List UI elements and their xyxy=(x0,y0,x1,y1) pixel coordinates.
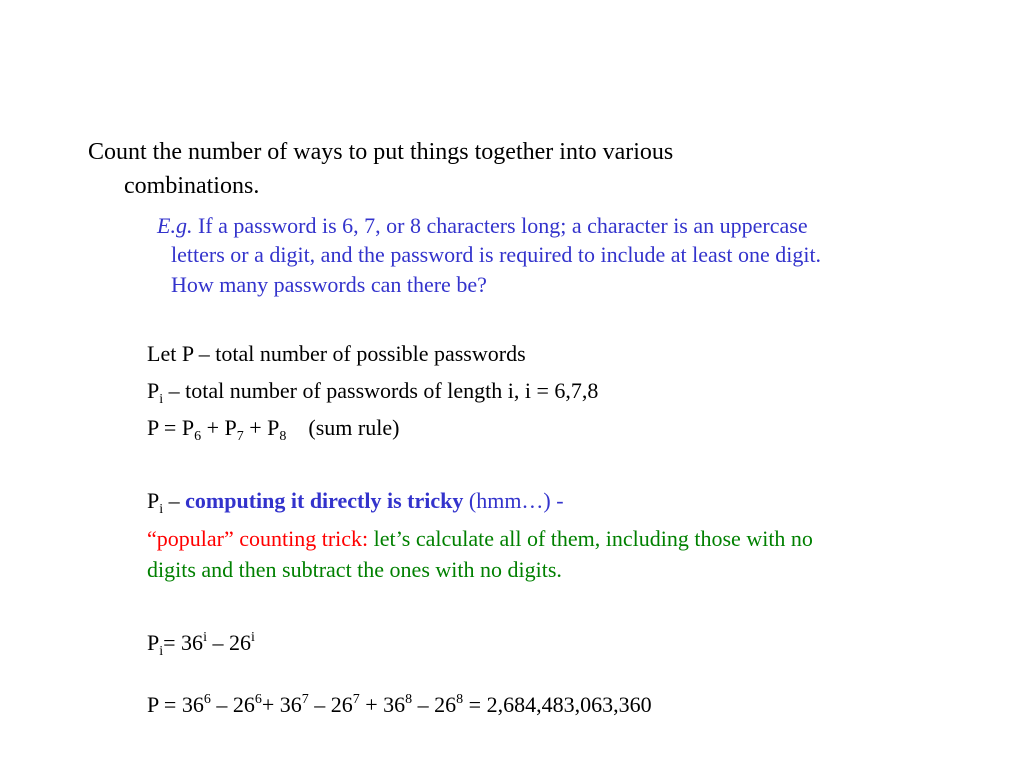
sum-sub-6: 6 xyxy=(194,429,202,444)
example-prefix: E.g. xyxy=(157,213,193,238)
tricky-line xyxy=(147,486,564,516)
intro-line-1 xyxy=(88,136,673,168)
example-line-3 xyxy=(171,270,487,300)
example-text-1: If a password is 6, 7, or 8 characters long; a character is an uppercase xyxy=(192,213,808,238)
tricky-sub: i xyxy=(159,502,164,517)
total-exp-3: 7 xyxy=(301,692,309,707)
formula-pi-base: P xyxy=(147,630,160,655)
total-result: = 2,684,483,063,360 xyxy=(463,692,652,717)
pi-definition xyxy=(147,376,598,406)
total-term-5: – 26 xyxy=(412,692,457,717)
total-term-1: – 26 xyxy=(210,692,255,717)
total-p-eq: P = 36 xyxy=(147,692,204,717)
pi-formula xyxy=(147,628,255,658)
total-term-3: – 26 xyxy=(308,692,353,717)
p-definition xyxy=(147,339,526,369)
popular-trick-label: “popular” counting trick: xyxy=(147,526,369,551)
sum-rule-label: (sum rule) xyxy=(286,415,400,440)
sum-sub-8: 8 xyxy=(279,429,287,444)
example-text-3: How many passwords can there be? xyxy=(171,272,487,297)
sum-p: P = P xyxy=(147,415,195,440)
example-text-2: letters or a digit, and the password is required to include at least one digit. xyxy=(171,242,822,267)
formula-pi-sub: i xyxy=(159,644,164,659)
pi-definition-text: – total number of passwords of length i, i = 6,7,8 xyxy=(163,378,599,403)
total-exp-4: 7 xyxy=(352,692,360,707)
tricky-dash: – xyxy=(163,488,186,513)
total-exp-1: 6 xyxy=(203,692,211,707)
formula-pi-eq: = 36 xyxy=(163,630,204,655)
sum-plus-2: + P xyxy=(243,415,280,440)
pi-subscript: i xyxy=(159,392,164,407)
total-term-2: + 36 xyxy=(261,692,302,717)
total-exp-2: 6 xyxy=(254,692,262,707)
intro-text-2: combinations. xyxy=(124,173,260,199)
formula-pi-sup-1: i xyxy=(203,630,207,645)
total-exp-5: 8 xyxy=(405,692,413,707)
trick-line-1 xyxy=(147,524,813,554)
tricky-bold-text: computing it directly is tricky xyxy=(185,488,464,513)
intro-line-2 xyxy=(124,170,259,202)
example-line-2 xyxy=(171,240,821,270)
formula-pi-minus: – 26 xyxy=(206,630,251,655)
trick-text-2: digits and then subtract the ones with no digits. xyxy=(147,557,562,582)
pi-base: P xyxy=(147,378,160,403)
formula-pi-sup-2: i xyxy=(250,630,255,645)
sum-sub-7: 7 xyxy=(236,429,244,444)
sum-plus-1: + P xyxy=(201,415,237,440)
total-formula xyxy=(147,690,652,720)
total-exp-6: 8 xyxy=(456,692,464,707)
sum-rule-line xyxy=(147,413,399,443)
trick-line-2 xyxy=(147,555,562,585)
trick-text-1: let’s calculate all of them, including those with no xyxy=(368,526,813,551)
intro-text-1: Count the number of ways to put things together into various xyxy=(88,139,674,165)
example-line-1 xyxy=(157,211,808,241)
p-definition-text: Let P – total number of possible passwords xyxy=(147,341,526,366)
total-term-4: + 36 xyxy=(359,692,406,717)
tricky-hmm: (hmm…) - xyxy=(463,488,564,513)
tricky-p: P xyxy=(147,488,160,513)
